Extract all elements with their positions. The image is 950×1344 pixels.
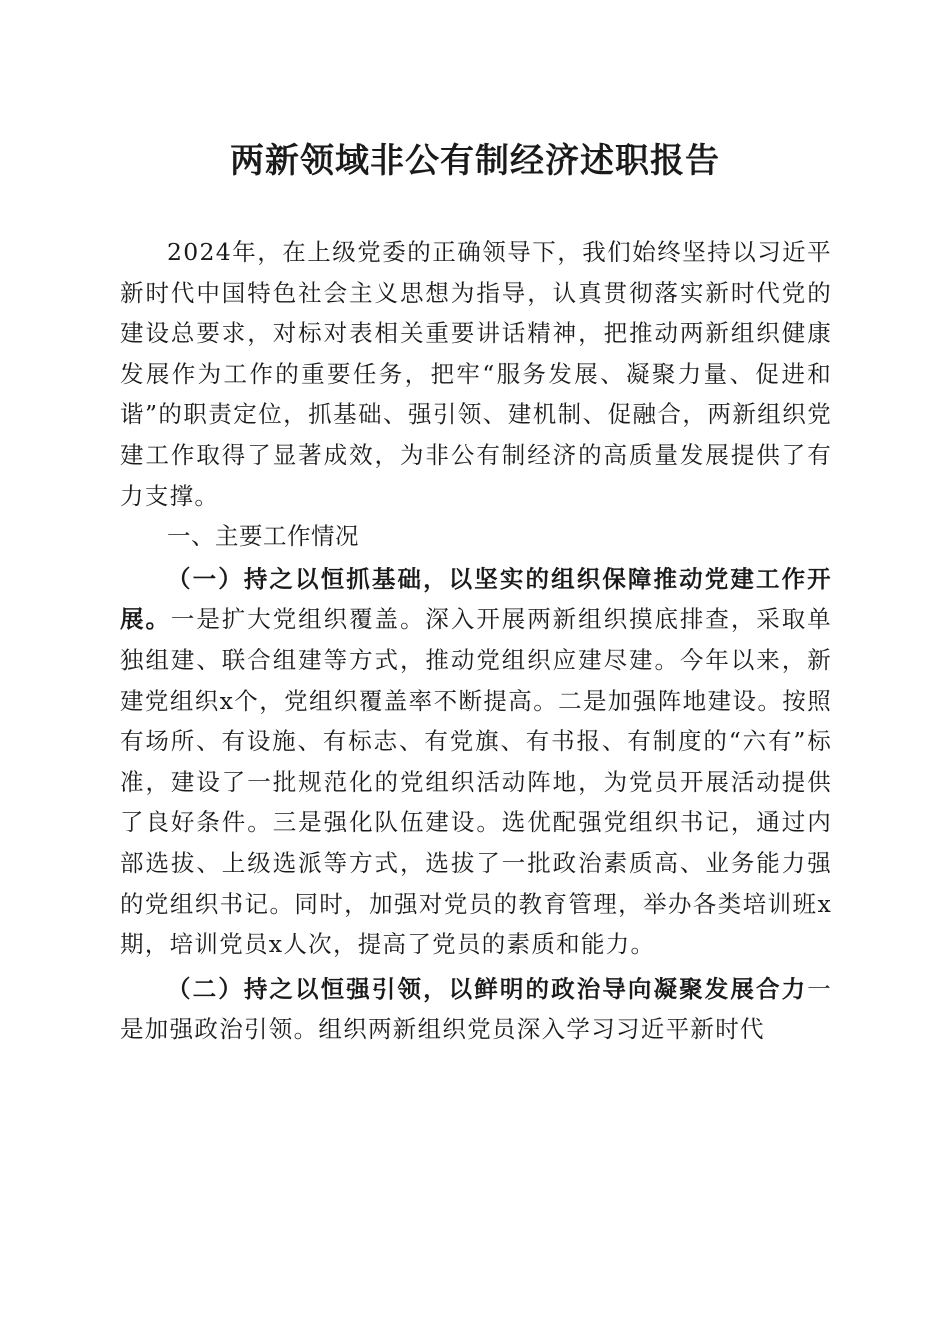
intro-paragraph: 2024年，在上级党委的正确领导下，我们始终坚持以习近平新时代中国特色社会主义思想为指导，认真贯彻落实新时代党的建设总要求，对标对表相关重要讲话精神，把推动两新组织健康发展作为工作的重要任务，把牢“服务发展、凝聚力量、促进和谐”的职责定位，抓基础、强引领、建机制、促融合，两新组织党建工作取得了显著成效，为非公有制经济的高质量发展提供了有力支撑。 — [120, 238, 832, 510]
subsection-1-body: 一是扩大党组织覆盖。深入开展两新组织摸底排查，采取单独组建、联合组建等方式，推动党组织应建尽建。今年以来，新建党组织x个，党组织覆盖率不断提高。二是加强阵地建设。按照有场所、有设施、有标志、有党旗、有书报、有制度的“六有”标准，建设了一批规范化的党组织活动阵地，为党员开展活动提供了良好条件。三是强化队伍建设。选优配强党组织书记，通过内部选拔、上级选派等方式，选拔了一批政治素质高、业务能力强的党组织书记。同时，加强对党员的教育管理，举办各类培训班x期，培训党员x人次，提高了党员的素质和能力。 — [120, 605, 832, 959]
section-heading: 一、主要工作情况 — [167, 522, 359, 551]
subsection-1-heading: （一）持之以恒抓基础，以坚实的组织保障推动党建工作开展。 — [120, 564, 832, 634]
subsection-2-paragraph — [120, 969, 832, 1050]
subsection-1-paragraph — [120, 559, 832, 965]
document-body — [120, 232, 832, 1050]
document-title: 两新领域非公有制经济述职报告 — [230, 141, 720, 181]
subsection-2-heading: （二）持之以恒强引领，以鲜明的政治导向凝聚发展合力 — [167, 974, 808, 1003]
subsection-2-body: 一是加强政治引领。组织两新组织党员深入学习习近平新时代 — [120, 974, 832, 1044]
